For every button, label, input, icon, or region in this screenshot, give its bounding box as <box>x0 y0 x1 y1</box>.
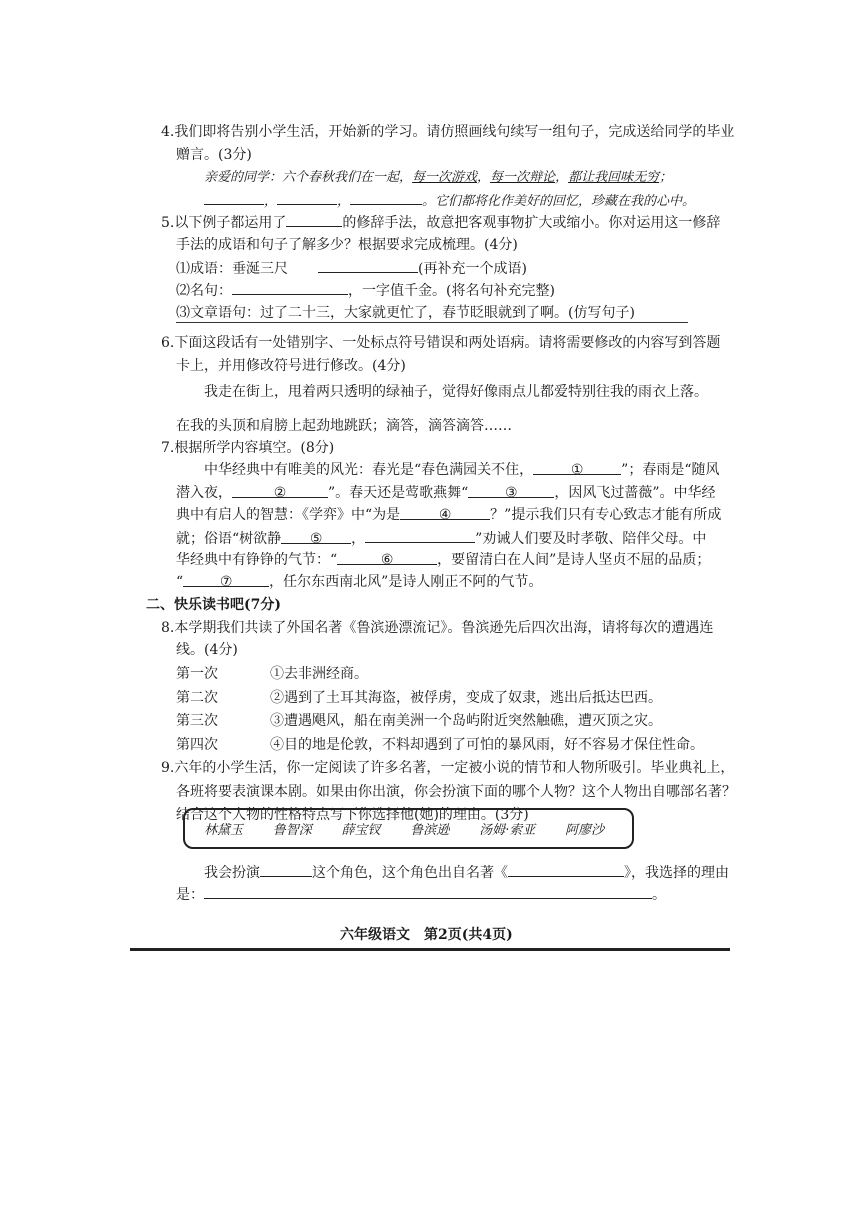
q4-example <box>204 168 672 188</box>
q4-line2: 赠言。(3分) <box>176 147 252 163</box>
q8-left-1[interactable]: 第一次 <box>176 666 218 682</box>
q7-line5 <box>176 528 706 549</box>
q7-blank-1[interactable]: ① <box>533 460 621 475</box>
q7-l4b: ？”提示我们只有专心致志才能有所成 <box>490 507 722 523</box>
q7-l5b: ， <box>351 531 366 547</box>
q7-line4 <box>176 505 721 525</box>
q9-ans2b: 。 <box>652 887 666 903</box>
q9-blank-role[interactable] <box>260 862 312 877</box>
q5-blank-quote[interactable] <box>232 280 348 295</box>
q9-line3: 结合这个人物的性格特点写下你选择他(她)的理由。(3分) <box>176 807 529 823</box>
character-name[interactable]: 鲁滨逊 <box>410 823 450 838</box>
q5-item1b: (再补充一个成语) <box>418 261 527 277</box>
q8-left-4[interactable]: 第四次 <box>176 737 218 753</box>
q4-example-underline-3: 都让我回味无穷 <box>568 170 660 185</box>
q7-line3 <box>176 483 716 503</box>
q4-example-sep2: ， <box>555 170 569 185</box>
section2-title: 二、快乐读书吧(7分) <box>146 597 281 613</box>
q8-left-3[interactable]: 第三次 <box>176 713 218 729</box>
character-name[interactable]: 薛宝钗 <box>341 823 381 838</box>
q9-character-list <box>204 819 604 838</box>
q6-line1: 6.下面这段话有一处错别字、一处标点符号错误和两处语病。请将需要修改的内容写到答题 <box>161 335 721 351</box>
q9-line1: 9.六年的小学生活，你一定阅读了许多名著，一定被小说的情节和人物所吸引。毕业典礼上， <box>161 760 735 776</box>
q7-blank-5b[interactable] <box>365 528 475 543</box>
character-name[interactable]: 阿廖沙 <box>564 823 604 838</box>
q7-l7b: ，任尔东西南北风”是诗人刚正不阿的气节。 <box>269 574 543 590</box>
q9-ans1a: 我会扮演 <box>204 865 260 881</box>
q5-item2 <box>176 280 555 301</box>
q5-answer-line[interactable] <box>176 322 688 323</box>
q7-l2b: ”；春雨是“随风 <box>621 462 720 478</box>
footer-divider <box>130 948 730 951</box>
q9-ans1b: 这个角色，这个角色出自名著《 <box>312 865 508 881</box>
q7-line7 <box>176 572 542 592</box>
q4-fill-line: ， ， 。它们都将化作美好的回忆，珍藏在我的心中。 <box>204 190 695 212</box>
q6-line2: 卡上，并用修改符号进行修改。(4分) <box>176 358 406 374</box>
q8-left-2[interactable]: 第二次 <box>176 690 218 706</box>
q4-fill-end: 。它们都将化作美好的回忆，珍藏在我的心中。 <box>422 194 696 209</box>
q7-l6b: ，要留清白在人间”是诗人坚贞不屈的品质； <box>437 552 711 568</box>
q7-l4a: 典中有启人的智慧：《学弈》中“为是 <box>176 507 401 523</box>
q9-ans2a: 是： <box>176 887 204 903</box>
q7-l3a: 潜入夜， <box>176 485 232 501</box>
q5-blank-idiom[interactable] <box>318 258 418 273</box>
q8-line2: 线。(4分) <box>176 642 238 658</box>
q9-blank-reason[interactable] <box>204 884 652 899</box>
q7-l2a: 中华经典中有唯美的风光：春光是“春色满园关不住， <box>204 462 534 478</box>
q4-blank-3[interactable] <box>350 190 422 205</box>
q7-blank-5[interactable]: ⑤ <box>281 529 351 544</box>
q4-example-underline-2: 每一次辩论 <box>490 170 556 185</box>
q9-answer-line2 <box>176 884 666 905</box>
q4-example-end: ； <box>659 170 673 185</box>
q8-line1: 8.本学期我们共读了外国名著《鲁滨逊漂流记》。鲁滨逊先后四次出海，请将每次的遭遇连 <box>161 620 714 636</box>
q5-line1 <box>161 212 720 233</box>
q7-l6a: 华经典中有铮铮的气节：“ <box>176 552 338 568</box>
q9-blank-book[interactable] <box>508 862 624 877</box>
character-name[interactable]: 林黛玉 <box>204 823 244 838</box>
q4-example-text: 亲爱的同学：六个春秋我们在一起， <box>204 170 413 185</box>
q7-l7a: “ <box>176 574 184 590</box>
q4-blank-1[interactable] <box>204 190 264 205</box>
q7-l5c: ”劝诫人们要及时孝敬、陪伴父母。中 <box>475 531 707 547</box>
q5-line1a: 5.以下例子都运用了 <box>161 215 287 231</box>
q9-answer-line1 <box>204 862 729 883</box>
q7-l5a: 就；俗语“树欲静 <box>176 531 282 547</box>
q5-blank-rhetoric[interactable] <box>286 212 342 227</box>
q7-blank-7[interactable]: ⑦ <box>183 572 269 587</box>
q8-right-4[interactable]: ④目的地是伦敦，不料却遇到了可怕的暴风雨，好不容易才保住性命。 <box>270 737 704 753</box>
q7-line6 <box>176 550 710 570</box>
q4-blank-2[interactable] <box>277 190 337 205</box>
q7-l3c: ，因风飞过蔷薇”。中华经 <box>554 485 716 501</box>
q6-para2: 在我的头顶和肩膀上起劲地跳跃；滴答，滴答滴答…… <box>176 418 512 434</box>
page-footer: 六年级语文 第2页(共4页) <box>340 927 513 943</box>
q7-blank-2[interactable]: ② <box>232 483 328 498</box>
q5-item2a: ⑵名句： <box>176 283 232 299</box>
q5-item3: ⑶文章语句：过了二十三，大家就更忙了，春节眨眼就到了啊。(仿写句子) <box>176 305 635 321</box>
q8-right-2[interactable]: ②遇到了土耳其海盗，被俘虏，变成了奴隶，逃出后抵达巴西。 <box>270 690 662 706</box>
q4-line1: 4.我们即将告别小学生活，开始新的学习。请仿照画线句续写一组句子，完成送给同学的毕业 <box>161 124 735 140</box>
q5-item1a: ⑴成语：垂涎三尺 <box>176 261 288 277</box>
q6-para1: 我走在街上，甩着两只透明的绿袖子，觉得好像雨点儿都爱特别往我的雨衣上落。 <box>204 384 708 400</box>
character-name[interactable]: 鲁智深 <box>272 823 312 838</box>
q8-right-1[interactable]: ①去非洲经商。 <box>270 666 368 682</box>
q9-ans1c: 》，我选择的理由 <box>624 865 729 881</box>
q5-item1 <box>176 258 527 279</box>
q7-blank-6[interactable]: ⑥ <box>337 550 437 565</box>
q7-line1: 7.根据所学内容填空。(8分) <box>161 440 335 456</box>
q4-example-sep: ， <box>477 170 491 185</box>
q7-blank-4[interactable]: ④ <box>400 505 490 520</box>
q4-example-underline-1: 每一次游戏 <box>412 170 478 185</box>
q7-line2 <box>204 460 719 480</box>
q5-item2b: ，一字值千金。(将名句补充完整) <box>348 283 555 299</box>
q5-line1b: 的修辞手法，故意把客观事物扩大或缩小。你对运用这一修辞 <box>342 215 721 231</box>
character-name[interactable]: 汤姆·索亚 <box>479 823 536 838</box>
q5-line2: 手法的成语和句子了解多少？根据要求完成梳理。(4分) <box>176 237 518 253</box>
q7-blank-3[interactable]: ③ <box>468 483 554 498</box>
q7-l3b: ”。春天还是莺歌燕舞“ <box>328 485 469 501</box>
q9-line2: 各班将要表演课本剧。如果由你出演，你会扮演下面的哪个人物？这个人物出自哪部名著？ <box>176 784 736 800</box>
q8-right-3[interactable]: ③遭遇飓风，船在南美洲一个岛屿附近突然触礁，遭灭顶之灾。 <box>270 713 662 729</box>
